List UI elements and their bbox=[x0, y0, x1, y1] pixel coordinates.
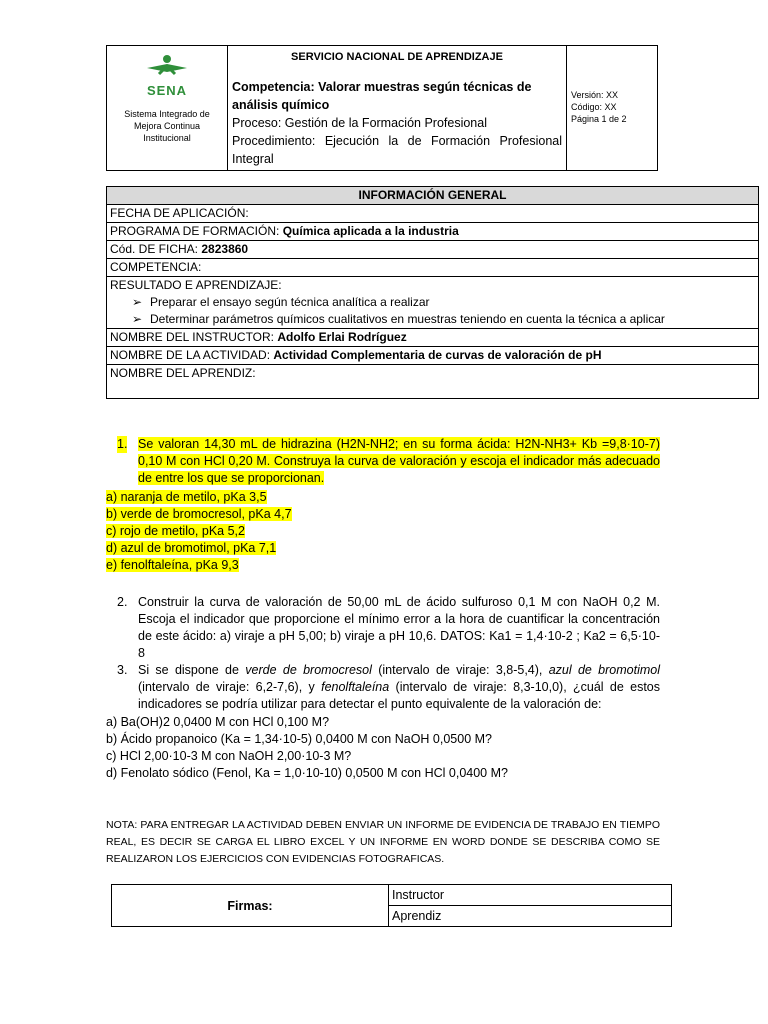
document-header bbox=[106, 45, 658, 171]
proceso-line: Proceso: Gestión de la Formación Profesional bbox=[232, 116, 487, 130]
arrow-bullet-icon: ➢ bbox=[132, 312, 143, 326]
aprendiz-label: NOMBRE DEL APRENDIZ: bbox=[110, 366, 256, 380]
instructor-signature-cell: Instructor bbox=[389, 885, 672, 906]
instructor-label: NOMBRE DEL INSTRUCTOR: bbox=[110, 330, 275, 344]
question-3 bbox=[117, 662, 660, 713]
system-line: Mejora Continua bbox=[133, 121, 201, 131]
resultado-label: RESULTADO E APRENDIZAJE: bbox=[110, 278, 282, 292]
instructor-value: Adolfo Erlai Rodríguez bbox=[277, 330, 407, 344]
competencia-line: Competencia: Valorar muestras según técnicas de análisis químico bbox=[232, 80, 532, 112]
bullet-text: Preparar el ensayo según técnica analítica a realizar bbox=[150, 295, 430, 309]
actividad-label: NOMBRE DE LA ACTIVIDAD: bbox=[110, 348, 271, 362]
arrow-bullet-icon: ➢ bbox=[132, 295, 143, 309]
bullet-text: Determinar parámetros químicos cualitativos en muestras teniendo en cuenta la técnica a aplicar bbox=[150, 312, 665, 326]
question-2 bbox=[117, 594, 660, 662]
institution-title: SERVICIO NACIONAL DE APRENDIZAJE bbox=[291, 51, 503, 63]
question-3-text-4: (intervalo de viraje: 8,3-10,0), ¿cuál de estos indicadores se podría utilizar para detectar el punto equivalente de la valoración de: bbox=[138, 680, 660, 711]
ficha-label: Cód. DE FICHA: bbox=[110, 242, 199, 256]
aprendiz-signature-cell: Aprendiz bbox=[389, 906, 672, 927]
indicator-name: azul de bromotimol bbox=[548, 663, 660, 677]
logo-cell bbox=[107, 46, 228, 171]
option-item: d) azul de bromotimol, pKa 7,1 bbox=[106, 541, 277, 555]
actividad-row bbox=[107, 347, 759, 365]
header-center bbox=[228, 46, 567, 171]
actividad-value: Actividad Complementaria de curvas de valoración de pH bbox=[273, 348, 602, 362]
option-item: c) HCl 2,00·10-3 M con NaOH 2,00·10-3 M? bbox=[106, 749, 352, 763]
page-label: Página 1 de 2 bbox=[571, 114, 627, 124]
option-item: a) naranja de metilo, pKa 3,5 bbox=[106, 490, 267, 504]
indicator-name: fenolftaleína bbox=[321, 680, 390, 694]
programa-value: Química aplicada a la industria bbox=[282, 224, 459, 238]
sena-figure-icon bbox=[145, 54, 189, 76]
competencia-row bbox=[107, 259, 759, 277]
programa-row bbox=[107, 223, 759, 241]
general-info-table bbox=[106, 186, 759, 399]
signatures-label: Firmas: bbox=[112, 885, 389, 927]
ficha-value: 2823860 bbox=[201, 242, 249, 256]
question-2-number: 2. bbox=[117, 595, 128, 609]
signatures-table bbox=[111, 884, 672, 927]
delivery-note: NOTA: PARA ENTREGAR LA ACTIVIDAD DEBEN ENVIAR UN INFORME DE EVIDENCIA DE TRABAJO EN TIEMPO REAL, ES DECIR SE CARGA EL LIBRO EXCEL Y UN INFORME EN WORD DONDE SE DESCRIBA COMO SE REALIZARON LOS EJERCICIOS CON EVIDENCIAS FOTOGRAFICAS. bbox=[106, 819, 660, 865]
question-3-text-3: (intervalo de viraje: 6,2-7,6), y bbox=[138, 680, 322, 694]
question-1-number: 1. bbox=[117, 437, 128, 451]
info-heading: INFORMACIÓN GENERAL bbox=[107, 187, 759, 205]
ficha-row bbox=[107, 241, 759, 259]
question-1-body bbox=[117, 436, 660, 487]
procedimiento-line: Procedimiento: Ejecución la de Formación Profesional Integral bbox=[232, 134, 562, 166]
competencia-label: COMPETENCIA: bbox=[110, 260, 202, 274]
indicator-name: verde de bromocresol bbox=[245, 663, 372, 677]
aprendiz-row bbox=[107, 365, 759, 399]
fecha-label: FECHA DE APLICACIÓN: bbox=[110, 206, 249, 220]
question-3-options bbox=[106, 714, 666, 782]
option-item: c) rojo de metilo, pKa 5,2 bbox=[106, 524, 245, 538]
programa-label: PROGRAMA DE FORMACIÓN: bbox=[110, 224, 280, 238]
system-line: Sistema Integrado de bbox=[124, 109, 210, 119]
question-2-body bbox=[117, 594, 660, 662]
option-item: b) verde de bromocresol, pKa 4,7 bbox=[106, 507, 292, 521]
question-1 bbox=[117, 436, 660, 487]
version-label: Versión: XX bbox=[571, 90, 619, 100]
bullet-item bbox=[110, 311, 755, 328]
header-meta bbox=[567, 46, 658, 171]
option-item: d) Fenolato sódico (Fenol, Ka = 1,0·10-10) 0,0500 M con HCl 0,0400 M? bbox=[106, 766, 508, 780]
question-1-text: Se valoran 14,30 mL de hidrazina (H2N-NH2; en su forma ácida: H2N-NH3+ Kb =9,8·10-7) 0,10 M con HCl 0,20 M. Construya la curva de valoración y escoja el indicador más adecuado de entre los que se proporcionan. bbox=[138, 437, 660, 485]
question-3-body bbox=[117, 662, 660, 713]
system-name bbox=[107, 108, 227, 144]
system-line: Institucional bbox=[143, 133, 191, 143]
bullet-item bbox=[110, 294, 755, 311]
question-3-number: 3. bbox=[117, 663, 128, 677]
logo-text: SENA bbox=[146, 83, 188, 98]
instructor-row bbox=[107, 329, 759, 347]
option-item: a) Ba(OH)2 0,0400 M con HCl 0,100 M? bbox=[106, 715, 330, 729]
sena-logo bbox=[129, 54, 205, 100]
resultado-row bbox=[107, 277, 759, 329]
question-2-text: Construir la curva de valoración de 50,00 mL de ácido sulfuroso 0,1 M con NaOH 0,2 M. Escoja el indicador que proporcione el mínimo error a la hora de cuantificar la concentración de este ácido: a) viraje a pH 5,00; b) viraje a pH 10,6. DATOS: Ka1 = 1,4·10-2 ; Ka2 = 6,5·10-8 bbox=[138, 595, 660, 660]
fecha-row bbox=[107, 205, 759, 223]
question-3-text-2: (intervalo de viraje: 3,8-5,4), bbox=[371, 663, 549, 677]
question-3-text-1: Si se dispone de bbox=[138, 663, 246, 677]
option-item: b) Ácido propanoico (Ka = 1,34·10-5) 0,0400 M con NaOH 0,0500 M? bbox=[106, 732, 492, 746]
option-item: e) fenolftaleína, pKa 9,3 bbox=[106, 558, 239, 572]
question-1-options bbox=[106, 489, 406, 574]
codigo-label: Código: XX bbox=[571, 102, 617, 112]
